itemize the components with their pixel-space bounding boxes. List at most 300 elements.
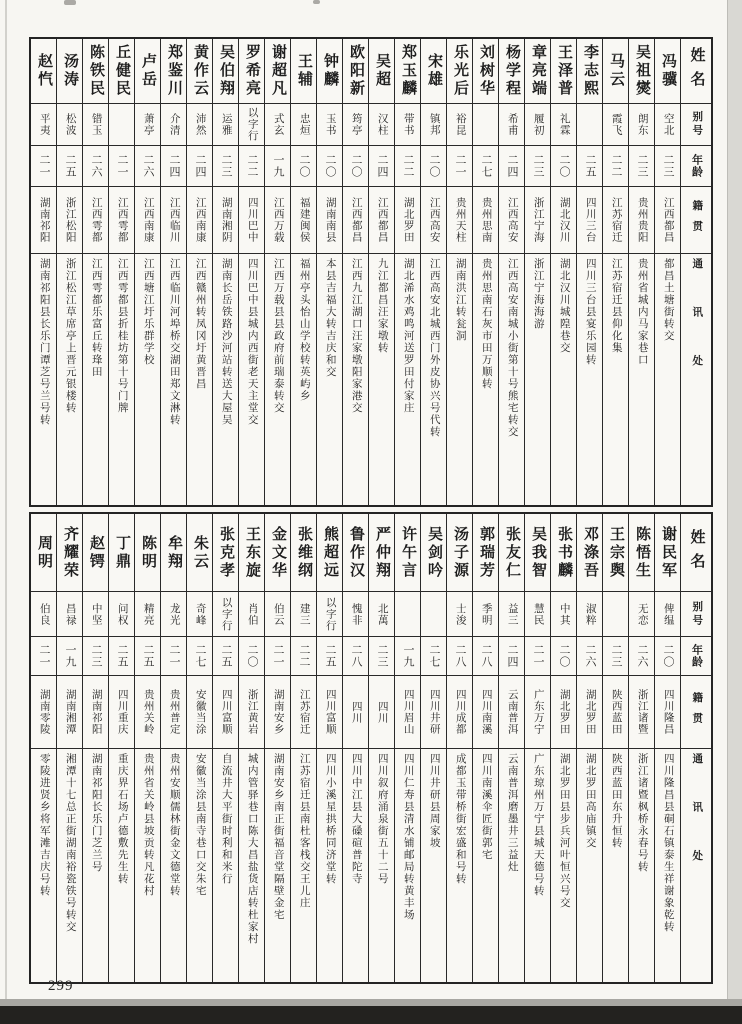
person-alias: 带书 — [402, 113, 414, 136]
person-column — [56, 39, 82, 505]
person-alias: 俾缊 — [662, 602, 674, 626]
person-alias: 汉柱 — [376, 113, 388, 136]
person-origin: 浙江宁海 — [532, 197, 544, 243]
person-origin: 四川隆昌 — [662, 689, 674, 735]
person-address: 贵州安顺儒林街金文德堂转 — [168, 753, 180, 897]
person-address: 成都玉带桥街宏盛和号转 — [454, 753, 466, 885]
person-name: 丁鼎 — [114, 534, 130, 571]
person-age: 二二 — [610, 154, 622, 178]
person-age: 二一 — [38, 644, 50, 668]
person-age: 二一 — [168, 644, 180, 668]
person-column — [420, 39, 446, 505]
person-alias: 淑粹 — [584, 602, 596, 626]
person-origin: 江西南康 — [194, 197, 206, 243]
person-alias: 肖伯 — [246, 602, 258, 626]
person-age: 二〇 — [324, 154, 336, 178]
header-column — [680, 514, 711, 982]
person-alias: 中其 — [558, 602, 570, 626]
person-alias: 玉书 — [324, 113, 336, 136]
person-origin: 湖南湘潭 — [64, 689, 76, 735]
person-address: 湖北罗田高庙镇交 — [584, 753, 596, 849]
person-alias: 昌禄 — [64, 602, 76, 626]
person-name: 朱云 — [192, 534, 208, 571]
person-name: 张克孝 — [218, 525, 234, 580]
person-address: 本县吉福大转吉庆和交 — [324, 258, 336, 378]
person-alias: 介清 — [168, 113, 180, 136]
person-origin: 湖北罗田 — [584, 689, 596, 735]
person-column — [238, 514, 264, 982]
person-alias: 裕昆 — [454, 113, 466, 136]
person-age: 二五 — [220, 644, 232, 668]
person-alias: 萧亭 — [142, 113, 154, 136]
person-alias: 伯云 — [272, 602, 284, 626]
person-origin: 湖南零陵 — [38, 689, 50, 735]
person-name: 鲁作汉 — [348, 525, 364, 580]
person-name: 汤子源 — [452, 525, 468, 580]
scan-artifact — [64, 0, 76, 5]
person-origin: 四川富顺 — [220, 689, 232, 735]
person-address: 江苏宿迁县仰化集 — [610, 258, 622, 354]
person-alias: 运雅 — [220, 113, 232, 136]
person-alias: 松波 — [64, 113, 76, 136]
person-age: 一九 — [272, 154, 284, 178]
person-name: 乐光后 — [452, 44, 468, 98]
person-alias: 问权 — [116, 602, 128, 626]
person-name: 黄作云 — [192, 44, 208, 98]
header-age: 年龄 — [681, 146, 711, 187]
person-origin: 四川 — [376, 700, 388, 724]
person-age: 二二 — [402, 154, 414, 178]
person-origin: 湖南湘阴 — [220, 197, 232, 243]
person-age: 一九 — [64, 644, 76, 668]
person-name: 吴我智 — [530, 525, 546, 580]
person-age: 二〇 — [662, 644, 674, 668]
person-column — [212, 39, 238, 505]
person-origin: 四川井研 — [428, 689, 440, 735]
person-origin: 福建闽侯 — [298, 197, 310, 243]
person-age: 二六 — [90, 154, 102, 178]
person-alias: 中坚 — [90, 602, 102, 626]
person-age: 二三 — [376, 644, 388, 668]
person-address: 贵州省关岭县坡贡转凡花村 — [142, 753, 154, 897]
person-origin: 贵州天柱 — [454, 197, 466, 243]
person-column — [264, 514, 290, 982]
person-origin: 四川三台 — [584, 197, 596, 243]
person-column — [342, 514, 368, 982]
person-address: 自流井大平街时利和米行 — [220, 753, 232, 885]
person-origin: 江苏宿迁 — [298, 689, 310, 735]
person-name: 丘健民 — [114, 44, 130, 98]
person-alias: 伯良 — [38, 602, 50, 626]
person-name: 吴祖爕 — [634, 44, 650, 98]
person-name: 赵忾 — [36, 53, 52, 89]
person-origin: 江西万载 — [272, 197, 284, 243]
person-address: 四川叙府涌泉街五十二号 — [376, 753, 388, 885]
person-address: 四川巴中县城内西街老天主堂交 — [246, 258, 258, 426]
person-origin: 浙江黄岩 — [246, 689, 258, 735]
person-age: 二七 — [480, 154, 492, 178]
person-column — [472, 514, 498, 982]
person-origin: 贵州贵阳 — [636, 197, 648, 243]
page-edge-left — [5, 0, 7, 1010]
person-origin: 四川眉山 — [402, 689, 414, 735]
person-alias: 奇峰 — [194, 602, 206, 626]
person-age: 二五 — [116, 644, 128, 668]
person-origin: 湖南祁阳 — [90, 689, 102, 735]
person-column — [31, 39, 56, 505]
person-age: 二一 — [116, 154, 128, 178]
person-alias: 北萬 — [376, 602, 388, 626]
person-origin: 湖北罗田 — [402, 197, 414, 243]
person-alias: 以字行 — [246, 107, 258, 142]
person-age: 二一 — [38, 154, 50, 178]
person-alias: 龙光 — [168, 602, 180, 626]
directory-table — [29, 37, 713, 984]
person-address: 江西雩都乐富丘转琒田 — [90, 258, 102, 378]
person-name: 齐耀荣 — [62, 525, 78, 580]
person-column — [108, 514, 134, 982]
person-column — [602, 514, 628, 982]
person-name: 吴超 — [374, 53, 390, 89]
person-address: 湖南长岳铁路沙河站转送大屋吴 — [220, 258, 232, 426]
person-age: 二〇 — [350, 154, 362, 178]
person-age: 二三 — [90, 644, 102, 668]
person-address: 零陵进贤乡将军滩吉庆号转 — [38, 753, 50, 897]
person-address: 湖南洪江转瓮洞 — [454, 258, 466, 342]
person-address: 都昌土塘街转交 — [662, 258, 674, 342]
person-age: 二五 — [64, 154, 76, 178]
person-origin: 江西南康 — [142, 197, 154, 243]
person-origin: 浙江诸暨 — [636, 689, 648, 735]
person-address: 云南普洱磨墨井三益灶 — [506, 753, 518, 873]
person-name: 陈铁民 — [88, 44, 104, 98]
person-name: 汤涛 — [62, 53, 78, 89]
person-age: 二三 — [662, 154, 674, 178]
person-column — [160, 514, 186, 982]
page-number: 299 — [48, 978, 74, 994]
person-name: 宋雄 — [426, 53, 442, 89]
person-name: 谢超凡 — [270, 44, 286, 98]
person-origin: 四川巴中 — [246, 197, 258, 243]
person-name: 许午言 — [400, 525, 416, 580]
person-address: 湖南祁阳县长乐门谭芝号兰号转 — [38, 258, 50, 426]
person-column — [628, 514, 654, 982]
person-column — [316, 39, 342, 505]
person-origin: 江西雩都 — [90, 197, 102, 243]
person-origin: 江西临川 — [168, 197, 180, 243]
person-address: 江西九江湖口汪家墩阳家港交 — [350, 258, 362, 414]
person-address: 湖南祁阳长乐门芝兰号 — [90, 753, 102, 873]
person-origin: 四川南溪 — [480, 689, 492, 735]
directory-section-bottom — [29, 512, 713, 984]
header-alias: 别号 — [681, 592, 711, 637]
person-column — [602, 39, 628, 505]
person-column — [394, 514, 420, 982]
person-column — [342, 39, 368, 505]
person-address: 四川三台县宴乐园转 — [584, 258, 596, 366]
person-column — [524, 514, 550, 982]
person-name: 吴伯翔 — [218, 44, 234, 98]
person-column — [31, 514, 56, 982]
person-column — [576, 514, 602, 982]
person-column — [446, 514, 472, 982]
person-alias: 季明 — [480, 602, 492, 626]
person-name: 王泽普 — [556, 44, 572, 98]
person-address: 城内管驿巷口陈大昌盐货店转杜家村 — [246, 753, 258, 945]
person-column — [550, 39, 576, 505]
person-address: 福州亭头怡山学校转英屿乡 — [298, 258, 310, 402]
person-column — [654, 39, 680, 505]
person-origin: 贵州思南 — [480, 197, 492, 243]
person-name: 钟麟 — [322, 53, 338, 89]
person-column — [628, 39, 654, 505]
person-name: 熊超远 — [322, 525, 338, 580]
person-address: 浙江松江草席亭上晋元银楼转 — [64, 258, 76, 414]
person-column — [186, 514, 212, 982]
person-name: 郑玉麟 — [400, 44, 416, 98]
person-name: 王辅 — [296, 53, 312, 89]
person-address: 湖北罗田县步兵河叶恒兴号交 — [558, 753, 570, 909]
scan-bottom-edge — [0, 1006, 742, 1024]
person-column — [576, 39, 602, 505]
person-age: 二三 — [610, 644, 622, 668]
person-column — [186, 39, 212, 505]
person-name: 陈悟生 — [634, 525, 650, 580]
person-address: 浙江宁海海游 — [532, 258, 544, 330]
person-column — [212, 514, 238, 982]
person-age: 二二 — [246, 154, 258, 178]
person-address: 四川中江县大磉碹普陀寺 — [350, 753, 362, 885]
person-age: 二六 — [636, 644, 648, 668]
person-age: 二五 — [142, 644, 154, 668]
header-origin: 籍贯 — [681, 187, 711, 254]
person-origin: 湖北汉川 — [558, 197, 570, 243]
person-origin: 江西高安 — [428, 197, 440, 243]
person-origin: 广东万宁 — [532, 689, 544, 735]
person-alias: 愧非 — [350, 602, 362, 626]
person-name: 欧阳新 — [348, 44, 364, 98]
person-name: 金文华 — [270, 525, 286, 580]
person-age: 二〇 — [298, 154, 310, 178]
person-age: 二一 — [532, 644, 544, 668]
person-address: 四川井研县周家坡 — [428, 753, 440, 849]
person-address: 重庆界石场卢德敷先生转 — [116, 753, 128, 885]
page-edge-right — [727, 0, 742, 1024]
person-origin: 江西都昌 — [662, 197, 674, 243]
person-name: 张书麟 — [556, 525, 572, 580]
person-column — [264, 39, 290, 505]
person-address: 江西雩都县折桂坊第十号门牌 — [116, 258, 128, 414]
person-alias: 礼霖 — [558, 113, 570, 136]
person-column — [290, 514, 316, 982]
person-origin: 江西高安 — [506, 197, 518, 243]
person-age: 二八 — [480, 644, 492, 668]
person-age: 二六 — [142, 154, 154, 178]
person-origin: 四川富顺 — [324, 689, 336, 735]
person-address: 贵州思南石灰市田万顺转 — [480, 258, 492, 390]
person-age: 二〇 — [428, 154, 440, 178]
person-origin: 湖南祁阳 — [38, 197, 50, 243]
person-age: 一九 — [402, 644, 414, 668]
person-column — [394, 39, 420, 505]
person-age: 二四 — [506, 154, 518, 178]
person-alias: 式玄 — [272, 113, 284, 136]
person-column — [160, 39, 186, 505]
person-alias: 筠亭 — [350, 113, 362, 136]
person-column — [290, 39, 316, 505]
person-address: 江西塘江圩乐群学校 — [142, 258, 154, 366]
person-age: 二二 — [298, 644, 310, 668]
header-origin: 籍贯 — [681, 676, 711, 749]
person-origin: 湖北罗田 — [558, 689, 570, 735]
person-address: 湖南安乡南正街福音堂隔壁金宅 — [272, 753, 284, 921]
person-name: 邓涤吾 — [582, 525, 598, 580]
person-alias: 错玉 — [90, 113, 102, 136]
person-address: 湘潭十七总正街湖南裕瓷铁号转交 — [64, 753, 76, 933]
person-address: 四川小溪星拱桥同济堂转 — [324, 753, 336, 885]
person-address: 江西赣州转凤冈圩黄晋昌 — [194, 258, 206, 390]
header-address: 通讯处 — [691, 753, 703, 899]
header-age: 年龄 — [681, 637, 711, 676]
person-column — [524, 39, 550, 505]
scan-bottom-shadow — [0, 999, 742, 1006]
person-name: 陈明 — [140, 534, 156, 571]
person-age: 二八 — [350, 644, 362, 668]
person-age: 二七 — [428, 644, 440, 668]
person-name: 牟翔 — [166, 534, 182, 571]
person-origin: 四川重庆 — [116, 689, 128, 735]
person-age: 二三 — [220, 154, 232, 178]
person-alias: 沛然 — [194, 113, 206, 136]
person-column — [368, 39, 394, 505]
person-alias: 平夷 — [38, 113, 50, 136]
person-column — [134, 39, 160, 505]
directory-section-top — [29, 37, 713, 507]
person-alias: 无恋 — [636, 602, 648, 626]
header-name: 姓名 — [681, 514, 711, 592]
person-column — [82, 514, 108, 982]
person-origin: 四川 — [350, 700, 362, 724]
person-address: 四川隆昌县硐石镇泰生祥谢象乾转 — [662, 753, 674, 933]
person-age: 二〇 — [246, 644, 258, 668]
person-name: 罗希亮 — [244, 44, 260, 98]
person-origin: 贵州普定 — [168, 689, 180, 735]
scan-artifact — [313, 0, 320, 4]
person-origin: 四川成都 — [454, 689, 466, 735]
person-age: 二八 — [454, 644, 466, 668]
person-name: 冯骥 — [660, 53, 676, 89]
person-alias: 以字行 — [324, 596, 336, 632]
person-name: 郑鉴川 — [166, 44, 182, 98]
person-age: 二三 — [532, 154, 544, 178]
person-name: 刘树华 — [478, 44, 494, 98]
person-age: 二五 — [584, 154, 596, 178]
person-origin: 江西都昌 — [376, 197, 388, 243]
person-column — [238, 39, 264, 505]
person-alias: 朗东 — [636, 113, 648, 136]
person-address: 九江都昌汪家墩转 — [376, 258, 388, 354]
person-name: 谢民军 — [660, 525, 676, 580]
person-column — [56, 514, 82, 982]
header-address: 通讯处 — [691, 258, 703, 404]
person-address: 陕西蓝田东升恒转 — [610, 753, 622, 849]
person-origin: 云南普洱 — [506, 689, 518, 735]
person-alias: 士浚 — [454, 602, 466, 626]
person-origin: 湖南安乡 — [272, 689, 284, 735]
person-age: 二四 — [168, 154, 180, 178]
person-origin: 江苏宿迁 — [610, 197, 622, 243]
person-alias: 慧民 — [532, 602, 544, 626]
person-alias: 希甫 — [506, 113, 518, 136]
person-name: 卢岳 — [140, 53, 156, 89]
header-alias: 别号 — [681, 104, 711, 146]
person-address: 贵州省城内马家巷口 — [636, 258, 648, 366]
person-name: 章亮端 — [530, 44, 546, 98]
person-address: 江西万载县县政府前瑞泰转交 — [272, 258, 284, 414]
person-address: 四川南溪伞匠街郭宅 — [480, 753, 492, 861]
person-address: 湖北汉川城隍巷交 — [558, 258, 570, 354]
person-origin: 浙江松阳 — [64, 197, 76, 243]
person-age: 二一 — [272, 644, 284, 668]
person-alias: 镇邦 — [428, 113, 440, 136]
person-age: 二四 — [194, 154, 206, 178]
person-alias: 忠烜 — [298, 113, 310, 136]
person-age: 二六 — [584, 644, 596, 668]
person-name: 王宗舆 — [608, 525, 624, 580]
person-name: 杨学程 — [504, 44, 520, 98]
person-column — [472, 39, 498, 505]
person-name: 李志熙 — [582, 44, 598, 98]
person-column — [550, 514, 576, 982]
header-column — [680, 39, 711, 505]
person-column — [108, 39, 134, 505]
header-name: 姓名 — [681, 39, 711, 104]
person-age: 二〇 — [558, 154, 570, 178]
person-address: 四川仁寿县清水铺邮局转黄丰场 — [402, 753, 414, 921]
person-origin: 贵州关岭 — [142, 689, 154, 735]
person-address: 浙江诸暨枫桥永春号转 — [636, 753, 648, 873]
person-alias: 以字行 — [220, 596, 232, 632]
person-column — [498, 39, 524, 505]
person-name: 赵锷 — [88, 534, 104, 571]
person-address: 江西高安北城西门外皮协兴号代转 — [428, 258, 440, 438]
person-address: 江苏宿迁县南杜客栈交王儿庄 — [298, 753, 310, 909]
person-origin: 陕西蓝田 — [610, 689, 622, 735]
person-age: 二〇 — [558, 644, 570, 668]
person-age: 二四 — [376, 154, 388, 178]
person-alias: 精亮 — [142, 602, 154, 626]
person-name: 张维纲 — [296, 525, 312, 580]
person-origin: 江西都昌 — [350, 197, 362, 243]
person-age: 二五 — [324, 644, 336, 668]
person-column — [498, 514, 524, 982]
person-origin: 江西雩都 — [116, 197, 128, 243]
person-alias: 空北 — [662, 113, 674, 136]
person-age: 二一 — [454, 154, 466, 178]
person-name: 吴剑吟 — [426, 525, 442, 580]
person-column — [316, 514, 342, 982]
person-age: 二四 — [506, 644, 518, 668]
person-age: 二三 — [636, 154, 648, 178]
person-alias: 益三 — [506, 602, 518, 626]
person-name: 周明 — [36, 534, 52, 571]
person-address: 江西高安南城小街第十号熊宅转交 — [506, 258, 518, 438]
person-column — [654, 514, 680, 982]
person-age: 二七 — [194, 644, 206, 668]
person-origin: 安徽当涂 — [194, 689, 206, 735]
person-alias: 履初 — [532, 113, 544, 136]
person-address: 广东琼州万宁县城天德号转 — [532, 753, 544, 897]
